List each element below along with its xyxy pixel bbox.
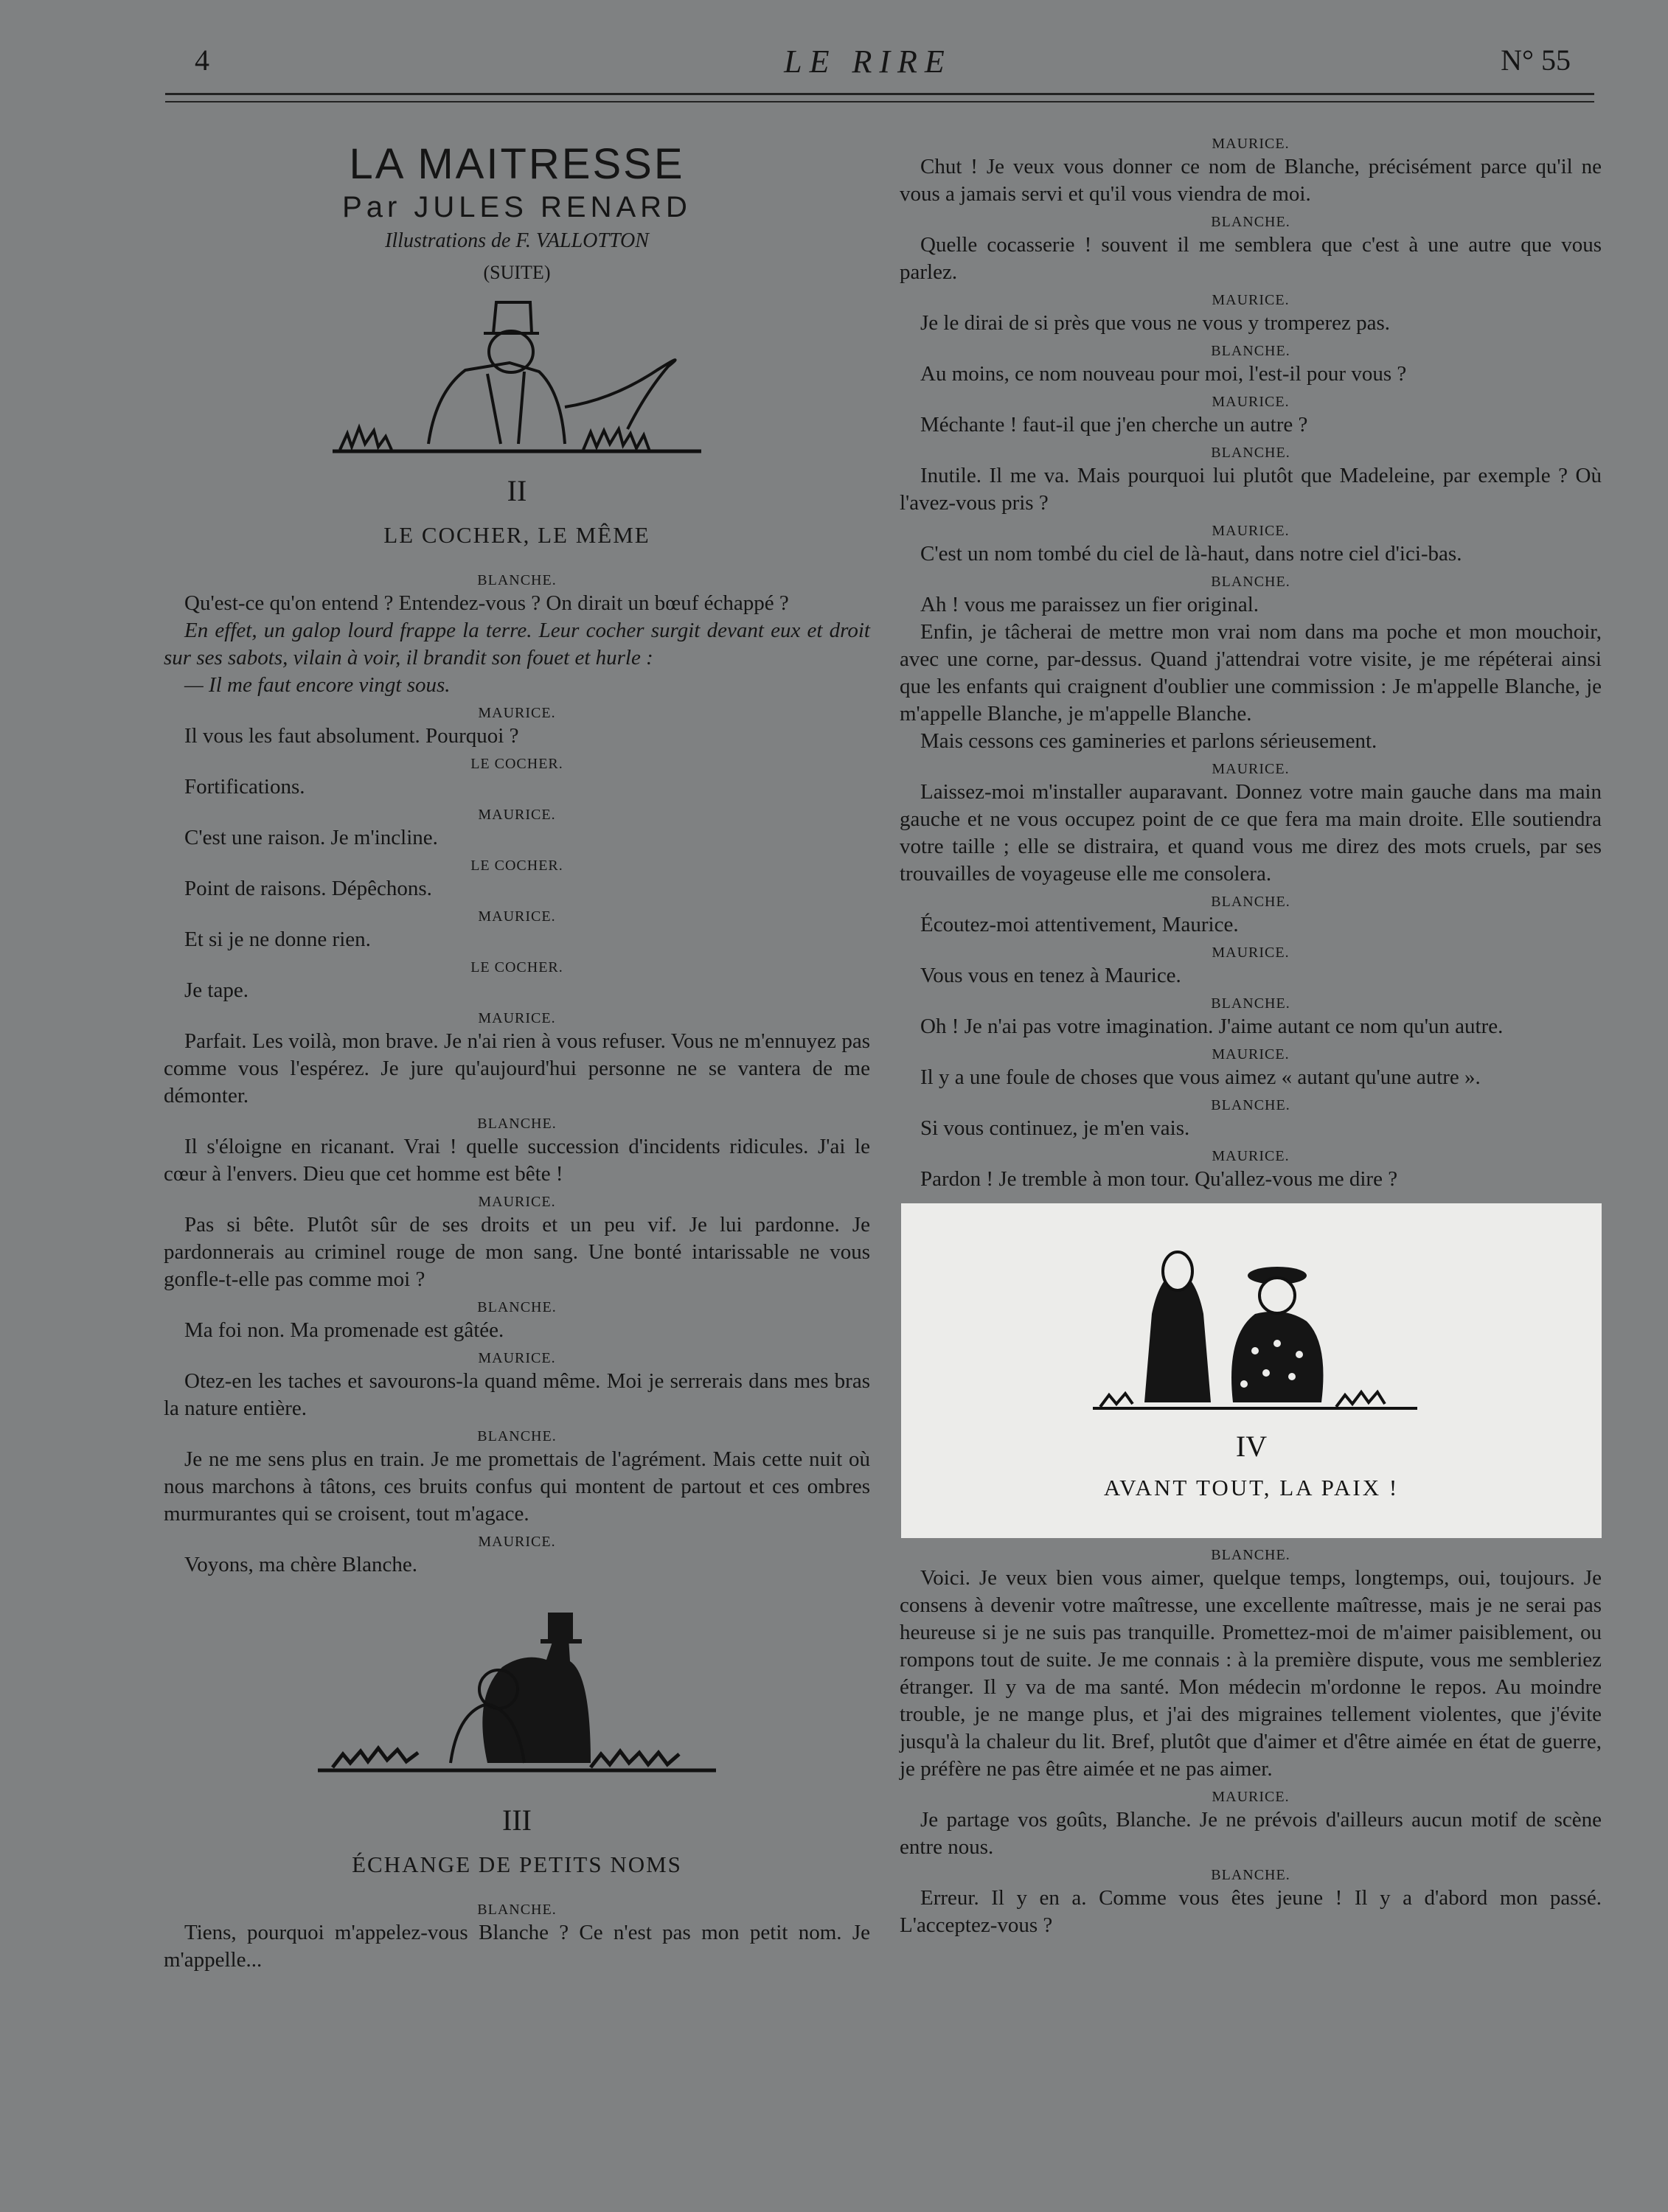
dialogue-line: C'est une raison. Je m'incline. bbox=[184, 826, 438, 849]
running-head bbox=[165, 43, 1571, 87]
speaker-label: BLANCHE. bbox=[1211, 894, 1290, 910]
section-4-title: AVANT TOUT, LA PAIX ! bbox=[1103, 1475, 1400, 1500]
dialogue-line: C'est un nom tombé du ciel de là-haut, dans notre ciel d'ici-bas. bbox=[920, 542, 1462, 566]
journal-title: LE RIRE bbox=[784, 44, 952, 80]
dialogue-line: Mais cessons ces gamineries et parlons sérieusement. bbox=[920, 729, 1377, 753]
speaker-label: MAURICE. bbox=[1212, 292, 1290, 308]
dialogue-line: Pas si bête. Plutôt sûr de ses droits et un peu vif. Je lui pardonne. Je pardonnerais au criminel rouge de mon sang. Une bonté intarissable ne vous gonfle-t-elle pas comme moi ? bbox=[164, 1213, 870, 1291]
speaker-label: BLANCHE. bbox=[477, 1116, 557, 1132]
dialogue-line: Otez-en les taches et savourons-la quand même. Moi je serrerais dans mes bras la nature entière. bbox=[164, 1369, 870, 1420]
speaker-label: BLANCHE. bbox=[1211, 214, 1290, 230]
dialogue-line: Erreur. Il y en a. Comme vous êtes jeune ! Il y a d'abord mon passé. L'acceptez-vous ? bbox=[900, 1886, 1602, 1937]
coachman-vignette bbox=[318, 289, 716, 459]
speaker-label: BLANCHE. bbox=[477, 1902, 557, 1918]
dialogue-line: Si vous continuez, je m'en vais. bbox=[920, 1116, 1190, 1140]
dialogue-line: Parfait. Les voilà, mon brave. Je n'ai rien à vous refuser. Vous ne m'ennuyez pas comme vous l'espérez. Je jure qu'aujourd'hui personne ne se vantera de me démonter. bbox=[164, 1029, 870, 1107]
dialogue-line: Point de raisons. Dépêchons. bbox=[184, 877, 432, 900]
dialogue-line: Pardon ! Je tremble à mon tour. Qu'allez-vous me dire ? bbox=[920, 1167, 1398, 1191]
dialogue-line: Voici. Je veux bien vous aimer, quelque temps, longtemps, oui, toujours. Je consens à devenir votre maîtresse, une excellente maîtresse, mais je ne serai pas heureuse si je ne suis pas tranquille. Promettez-moi de m'aimer paisiblement, ou rompons tout de suite. Je me connais : à la première dispute, vous me sembleriez étranger. Il y va de ma santé. Mon médecin m'ordonne le repos. Au moindre trouble, je ne mange plus, et j'ai des migraines tellement violentes, que j'évite jusqu'à la chaleur du lit. Bref, plutôt que d'aimer et d'être aimée en état de guerre, je préfère ne pas être aimée et ne pas aimer. bbox=[900, 1566, 1602, 1781]
dialogue-line: Je ne me sens plus en train. Je me promettais de l'agrément. Mais cette nuit où nous marchons à tâtons, ces bruits confus qui montent de partout et ces ombres murmurantes qui se croisent, tout m'agace. bbox=[164, 1447, 870, 1526]
speaker-label: BLANCHE. bbox=[477, 1299, 557, 1315]
dialogue-line: Je partage vos goûts, Blanche. Je ne prévois d'ailleurs aucun motif de scène entre nous. bbox=[900, 1808, 1602, 1859]
speaker-label: MAURICE. bbox=[1212, 1148, 1290, 1164]
speaker-label: BLANCHE. bbox=[1211, 1547, 1290, 1563]
speaker-label: BLANCHE. bbox=[1211, 995, 1290, 1012]
article-byline: Par JULES RENARD bbox=[342, 191, 692, 223]
section-2-body bbox=[164, 571, 870, 1579]
speaker-label: BLANCHE. bbox=[1211, 445, 1290, 461]
dialogue-line: Quelle cocasserie ! souvent il me semblera que c'est à une autre que vous parlez. bbox=[900, 233, 1602, 284]
dialogue-line: Vous vous en tenez à Maurice. bbox=[920, 964, 1181, 987]
speaker-label: MAURICE. bbox=[1212, 761, 1290, 777]
speaker-label: MAURICE. bbox=[1212, 394, 1290, 410]
section-3-title: ÉCHANGE DE PETITS NOMS bbox=[352, 1851, 682, 1877]
speaker-label: MAURICE. bbox=[478, 705, 556, 721]
issue-number: N° 55 bbox=[1501, 44, 1571, 77]
speaker-label: BLANCHE. bbox=[1211, 574, 1290, 590]
dialogue-line: Qu'est-ce qu'on entend ? Entendez-vous ? On dirait un bœuf échappé ? bbox=[184, 591, 789, 615]
suite-note: (SUITE) bbox=[483, 262, 551, 283]
dialogue-line: Et si je ne donne rien. bbox=[184, 928, 371, 951]
speaker-label: MAURICE. bbox=[1212, 136, 1290, 152]
page-number: 4 bbox=[195, 44, 209, 77]
dialogue-line: Au moins, ce nom nouveau pour moi, l'est-il pour vous ? bbox=[920, 362, 1407, 386]
section-4-number: IV bbox=[1235, 1430, 1268, 1463]
dialogue-line: Il y a une foule de choses que vous aimez « autant qu'une autre ». bbox=[920, 1065, 1481, 1089]
dialogue-line: Chut ! Je veux vous donner ce nom de Blanche, précisément parce qu'il ne vous a jamais servi et qu'il vous viendra de moi. bbox=[900, 155, 1602, 206]
dialogue-line: Il vous les faut absolument. Pourquoi ? bbox=[184, 724, 519, 748]
speaker-label: MAURICE. bbox=[1212, 1046, 1290, 1062]
dialogue-line: Écoutez-moi attentivement, Maurice. bbox=[920, 913, 1239, 936]
dialogue-line: Inutile. Il me va. Mais pourquoi lui plutôt que Madeleine, par exemple ? Où l'avez-vous pris ? bbox=[900, 464, 1602, 515]
speaker-label: BLANCHE. bbox=[1211, 1097, 1290, 1113]
speaker-label: MAURICE. bbox=[478, 1010, 556, 1026]
dialogue-line: Je tape. bbox=[184, 978, 249, 1002]
speaker-label: BLANCHE. bbox=[1211, 343, 1290, 359]
dialogue-line: Enfin, je tâcherai de mettre mon vrai nom dans ma poche et mon mouchoir, avec une corne, par-dessus. Quand j'attendrai votre visite, je me répéterai ainsi que les enfants qui craignent d'oublier une commission : Je m'appelle Blanche, je m'appelle Blanche, je m'appelle Blanche. bbox=[900, 620, 1602, 726]
article-title: LA MAITRESSE bbox=[349, 140, 685, 188]
section-2-number: II bbox=[507, 474, 527, 507]
speaker-label: MAURICE. bbox=[1212, 1789, 1290, 1805]
stage-direction: En effet, un galop lourd frappe la terre. Leur cocher surgit devant eux et droit sur ses sabots, vilain à voir, il brandit son fouet et hurle : bbox=[164, 619, 870, 669]
right-column-top-text bbox=[900, 134, 1602, 1193]
dialogue-line: Laissez-moi m'installer auparavant. Donnez votre main gauche dans ma main gauche et ne vous occupez point de ce que fera ma main droite. Elle soutiendra votre taille ; elle se distraira, et quand vous me direz des mots cruels, par ses trouvailles de voyageuse elle me consolera. bbox=[900, 780, 1602, 886]
speaker-label: MAURICE. bbox=[478, 807, 556, 823]
dialogue-line: Oh ! Je n'ai pas votre imagination. J'aime autant ce nom qu'un autre. bbox=[920, 1015, 1504, 1038]
two-figures-illustration bbox=[1085, 1218, 1425, 1417]
stage-direction: — Il me faut encore vingt sous. bbox=[184, 673, 451, 697]
speaker-label: MAURICE. bbox=[1212, 945, 1290, 961]
speaker-label: MAURICE. bbox=[478, 1350, 556, 1366]
speaker-label: BLANCHE. bbox=[477, 1428, 557, 1444]
speaker-label: MAURICE. bbox=[478, 1194, 556, 1210]
illustration-credit: Illustrations de F. VALLOTTON bbox=[385, 229, 649, 252]
section-3-body bbox=[164, 1900, 870, 1974]
section-2-title: LE COCHER, LE MÊME bbox=[383, 522, 650, 548]
header-rule-thin bbox=[165, 101, 1594, 102]
speaker-label: MAURICE. bbox=[478, 908, 556, 925]
speaker-label: MAURICE. bbox=[1212, 523, 1290, 539]
speaker-label: MAURICE. bbox=[478, 1534, 556, 1550]
dialogue-line: Voyons, ma chère Blanche. bbox=[184, 1553, 417, 1576]
couple-vignette bbox=[310, 1608, 723, 1778]
dialogue-line: Tiens, pourquoi m'appelez-vous Blanche ? Ce n'est pas mon petit nom. Je m'appelle... bbox=[164, 1921, 870, 1972]
dialogue-line: Ma foi non. Ma promenade est gâtée. bbox=[184, 1318, 504, 1342]
dialogue-line: Fortifications. bbox=[184, 775, 305, 799]
speaker-label: LE COCHER. bbox=[470, 959, 563, 975]
dialogue-line: Méchante ! faut-il que j'en cherche un autre ? bbox=[920, 413, 1308, 437]
section-3-number: III bbox=[502, 1804, 532, 1837]
right-column bbox=[900, 130, 1602, 1939]
right-column-bottom-text bbox=[900, 1545, 1602, 1939]
dialogue-line: Ah ! vous me paraissez un fier original. bbox=[920, 593, 1259, 616]
header-rule bbox=[165, 93, 1594, 95]
speaker-label: BLANCHE. bbox=[1211, 1867, 1290, 1883]
dialogue-line: Je le dirai de si près que vous ne vous y tromperez pas. bbox=[920, 311, 1391, 335]
dialogue-line: Il s'éloigne en ricanant. Vrai ! quelle succession d'incidents ridicules. J'ai le cœur à l'envers. Dieu que cet homme est bête ! bbox=[164, 1135, 870, 1186]
speaker-label: LE COCHER. bbox=[470, 858, 563, 874]
speaker-label: BLANCHE. bbox=[477, 572, 557, 588]
section-4-panel bbox=[901, 1203, 1602, 1538]
left-column bbox=[164, 118, 870, 1974]
speaker-label: LE COCHER. bbox=[470, 756, 563, 772]
